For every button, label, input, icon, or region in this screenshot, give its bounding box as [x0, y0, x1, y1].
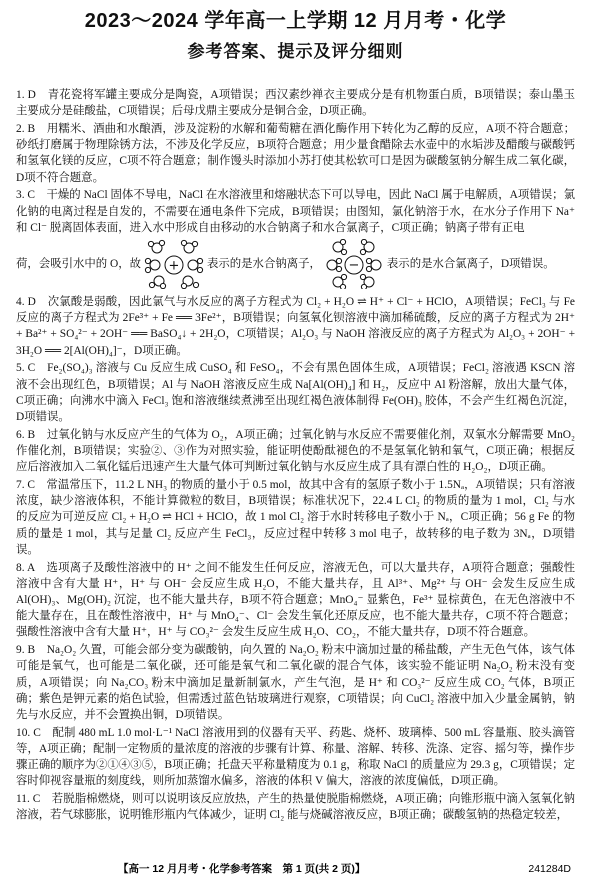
- page-title: 2023～2024 学年高一上学期 12 月月考・化学: [84, 10, 507, 32]
- answer-item-3: [16, 187, 575, 290]
- ion-illustration-row: [16, 238, 575, 290]
- water-molecule-icon: [181, 240, 197, 253]
- water-molecule-icon: [145, 258, 160, 272]
- water-molecule-icon: [366, 258, 381, 271]
- water-molecule-icon: [333, 239, 347, 254]
- answer-item-10: 10. C 配制 480 mL 1.0 mol·L⁻¹ NaCl 溶液用到的仪器有天平、药匙、烧杯、玻璃棒、500 mL 容量瓶、胶头滴管等，A项正确；配制一定物质的量浓度的溶液的步骤有计算、称量、溶解、转移、洗涤、定容、摇匀等，操作步骤正确的顺序为②①④③⑤，B项正确；托盘天平称量精度为 0.1 g，称取 NaCl 的质量应为 29.3 g，C项错误；定容时仰视容量瓶的刻度线，则所加蒸馏水偏多，溶液的体积 V 偏大，溶液的浓度偏低，D项正确。: [16, 726, 575, 788]
- answer-item-2: 2. B 用糯米、酒曲和水酿酒，涉及淀粉的水解和葡萄糖在酒化酶作用下转化为乙醇的反应，A项不符合题意；砂纸打磨属于物理除锈方法，不涉及化学反应，B项符合题意；用少量食醋除去水壶中的水垢涉及醋酸与碳酸钙和氢氧化镁的反应，C项不符合题意；制作馒头时添加小苏打使其松软可口是因为碳酸氢钠分解生成二氧化碳，D项不符合题意。: [16, 123, 575, 184]
- answer-item-4: 4. D 次氯酸是弱酸，因此氯气与水反应的离子方程式为 Cl₂ + H₂O ⇌ H⁺ + Cl⁻ + HClO，A项错误；FeCl₃ 与 Fe 反应的离子方程式为 2Fe³⁺ + Fe ══ 3Fe²⁺，B项错误；向氢氧化钡溶液中滴加稀硫酸，反应的离子方程式为 2H⁺ + Ba²⁺ + SO₄²⁻ + 2OH⁻ ══ BaSO₄↓ + 2H₂O，C项错误；Al₂O₃ 与 NaOH 溶液反应的离子方程式为 Al₂O₃ + 2OH⁻ + 3H₂O ══ 2[Al(OH)₄]⁻，D项正确。: [16, 296, 575, 357]
- hydrated-chloride-ion-icon: [323, 239, 385, 289]
- answer-item-6: 6. B 过氧化钠与水反应产生的气体为 O₂，A项正确；过氧化钠与水反应不需要催化剂，双氧水分解需要 MnO₂ 作催化剂，B项错误；实验②、③作为对照实验，能证明使酚酞褪色的不是氢氧化钠和氧气，C项正确；根据反应后溶液加入二氧化锰后迅速产生大量气体可判断过氧化钠与水反应生成了具有漂白性的 H₂O₂，D项正确。: [16, 428, 575, 474]
- hydrated-sodium-ion-icon: [143, 239, 205, 289]
- water-molecule-icon: [188, 258, 203, 272]
- water-molecule-icon: [333, 274, 347, 289]
- ion-text-end: 表示的是水合氯离子，D项错误。: [386, 257, 555, 270]
- answer-item-3-text: 3. C 干燥的 NaCl 固体不导电，NaCl 在水溶液里和熔融状态下可以导电，因此 NaCl 属于电解质，A项错误；氯化钠的电离过程是自发的，不需要在通电条件下完成，B项错误；由图知，氯化钠溶于水，在水分子作用下 Na⁺ 和 Cl⁻ 脱离固体表面，进入水中形成自由移动的水合钠离子和水合氯离子，C项正确；钠离子带有正电: [16, 189, 575, 234]
- water-molecule-icon: [360, 274, 374, 289]
- page-subtitle: 参考答案、提示及评分细则: [187, 42, 404, 61]
- water-molecule-icon: [149, 276, 165, 289]
- footer-code: 241284D: [528, 863, 571, 875]
- answer-list: [16, 87, 575, 824]
- answer-item-11: 11. C 若脱脂棉燃烧，则可以说明该反应放热，产生的热量使脱脂棉燃烧，A项正确；向锥形瓶中滴入氢氧化钠溶液，若气球膨胀，说明锥形瓶内气体减少，证明 Cl₂ 能与烧碱溶液反应，B项正确；碳酸氢钠的热稳定较差，: [16, 793, 575, 822]
- ion-text-middle: 表示的是水合钠离子，: [206, 257, 321, 270]
- minus-sign: −: [348, 258, 360, 274]
- answer-item-5: 5. C Fe₂(SO₄)₃ 溶液与 Cu 反应生成 CuSO₄ 和 FeSO₄，不会有黑色固体生成，A项错误；FeCl₂ 溶液遇 KSCN 溶液不会出现红色，B项错误；Al 与 NaOH 溶液反应生成 Na[Al(OH)₄] 和 H₂，反应中 Al 粉溶解，放出大量气体，C项正确；向沸水中滴入 FeCl₃ 饱和溶液继续煮沸至出现红褐色液体制得 Fe(OH)₃ 胶体，不会产生红褐色沉淀，D项错误。: [16, 362, 575, 424]
- water-molecule-icon: [181, 276, 198, 289]
- footer-page-info: 【高一 12 月月考・化学参考答案 第 1 页(共 2 页)】: [118, 863, 366, 875]
- water-molecule-icon: [148, 240, 164, 253]
- plus-sign: +: [168, 258, 180, 274]
- answer-item-8: 8. A 选项离子及酸性溶液中的 H⁺ 之间不能发生任何反应，溶液无色，可以大量共存，A项符合题意；强酸性溶液中含有大量 H⁺，H⁺ 与 OH⁻ 会反应生成 H₂O，不能大量共存，且 Al³⁺、Mg²⁺ 与 OH⁻ 会发生反应生成 Al(OH)₃、Mg(OH)₂ 沉淀，也不能大量共存，B项不符合题意；MnO₄⁻ 显紫色，Fe³⁺ 显棕黄色，在无色溶液中不能大量存在，且在酸性溶液中，H⁺ 与 MnO₄⁻、Cl⁻ 会发生氧化还原反应，也不能大量共存，C项不符合题意；强酸性溶液中含有大量 H⁺，H⁺ 与 CO₃²⁻ 会发生反应生成 H₂O、CO₂，不能大量共存，D项不符合题意。: [16, 561, 575, 639]
- answer-item-7: 7. C 常温常压下，11.2 L NH₃ 的物质的量小于 0.5 mol，故其中含有的氢原子数小于 1.5Nₐ，A项错误；只有溶液浓度，缺少溶液体积，不能计算微粒的数目，B项错误；标准状况下，22.4 L Cl₂ 的物质的量为 1 mol，Cl₂ 与水的反应为可逆反应 Cl₂ + H₂O ⇌ HCl + HClO，故 1 mol Cl₂ 溶于水时转移电子数小于 Nₐ，C项正确；56 g Fe 的物质的量是 1 mol，其与足量 Cl₂ 反应产生 FeCl₃，反应过程中转移 3 mol 电子，故转移的电子数为 3Nₐ，D项错误。: [16, 479, 575, 556]
- water-molecule-icon: [360, 239, 374, 254]
- ion-text-lead: 荷，会吸引水中的 O，故: [16, 257, 141, 270]
- answer-item-1: 1. D 青花瓷将军罐主要成分是陶瓷，A项错误；西汉素纱禅衣主要成分是有机物蛋白质，B项错误；泰山墨玉主要成分是硅酸盐，C项错误；后母戊鼎主要成分是铜合金，D项正确。: [16, 89, 575, 118]
- water-molecule-icon: [327, 258, 342, 271]
- answer-item-9: 9. B Na₂O₂ 久置，可能会部分变为碳酸钠，向久置的 Na₂O₂ 粉末中滴加过量的稀盐酸，产生无色气体，该气体可能是氧气，也可能是二氧化碳，还可能是氧气和二氧化碳的混合气体，该实验不能证明 Na₂O₂ 粉末没有变质，A项错误；向 Na₂CO₃ 粉末中滴加足量新制氯水，产生气泡，是 H⁺ 和 CO₃²⁻ 反应生成 CO₂ 气体，B项正确；紫色是钾元素的焰色试验，但需透过蓝色钴玻璃进行观察，C项错误；向 CuCl₂ 溶液中加入少量金属钠，钠先与水反应，并不会置换出铜，D项错误。: [16, 644, 575, 722]
